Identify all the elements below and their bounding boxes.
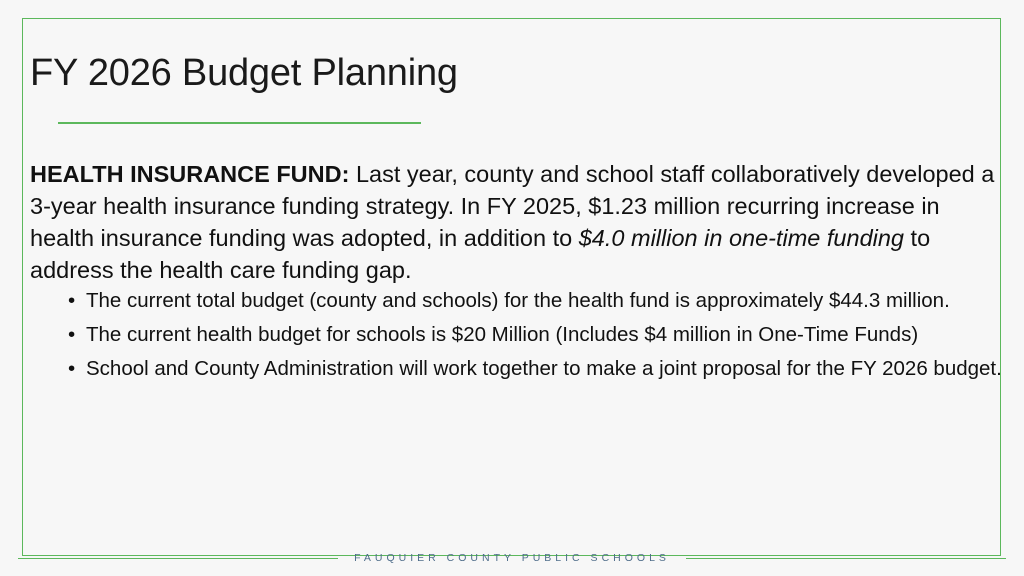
- footer-rule-right: [686, 558, 1006, 559]
- slide-body: [30, 158, 1005, 390]
- bullet-icon: •: [68, 289, 76, 312]
- paragraph-text-2: to address the health care funding gap.: [30, 225, 931, 283]
- bullet-text: School and County Administration will work together to make a joint proposal for the FY 2026 budget.: [86, 357, 1002, 380]
- bullet-text: The current total budget (county and schools) for the health fund is approximately $44.3 million.: [86, 289, 950, 312]
- paragraph-emphasis: $4.0 million in one-time funding: [578, 225, 905, 251]
- footer-rule-left: [18, 558, 338, 559]
- bullet-item: [68, 288, 1005, 314]
- footer-text: FAUQUIER COUNTY PUBLIC SCHOOLS: [354, 552, 670, 564]
- bullet-text: The current health budget for schools is $20 Million (Includes $4 million in One-Time Funds): [86, 323, 919, 346]
- bullet-icon: •: [68, 323, 76, 346]
- footer: [0, 549, 1024, 567]
- bullet-item: [68, 322, 1005, 348]
- paragraph-lead: HEALTH INSURANCE FUND:: [30, 161, 350, 187]
- main-paragraph: [30, 158, 1005, 286]
- bullet-item: [68, 356, 1005, 382]
- slide-title: FY 2026 Budget Planning: [30, 52, 458, 94]
- paragraph-text-1: Last year, county and school staff collaboratively developed a 3-year health insurance funding strategy. In FY 2025, $1.23 million recurring increase in health insurance funding was adopted, in addition to: [30, 161, 995, 251]
- bullet-list: [30, 288, 1005, 382]
- title-underline: [58, 122, 421, 124]
- bullet-icon: •: [68, 357, 76, 380]
